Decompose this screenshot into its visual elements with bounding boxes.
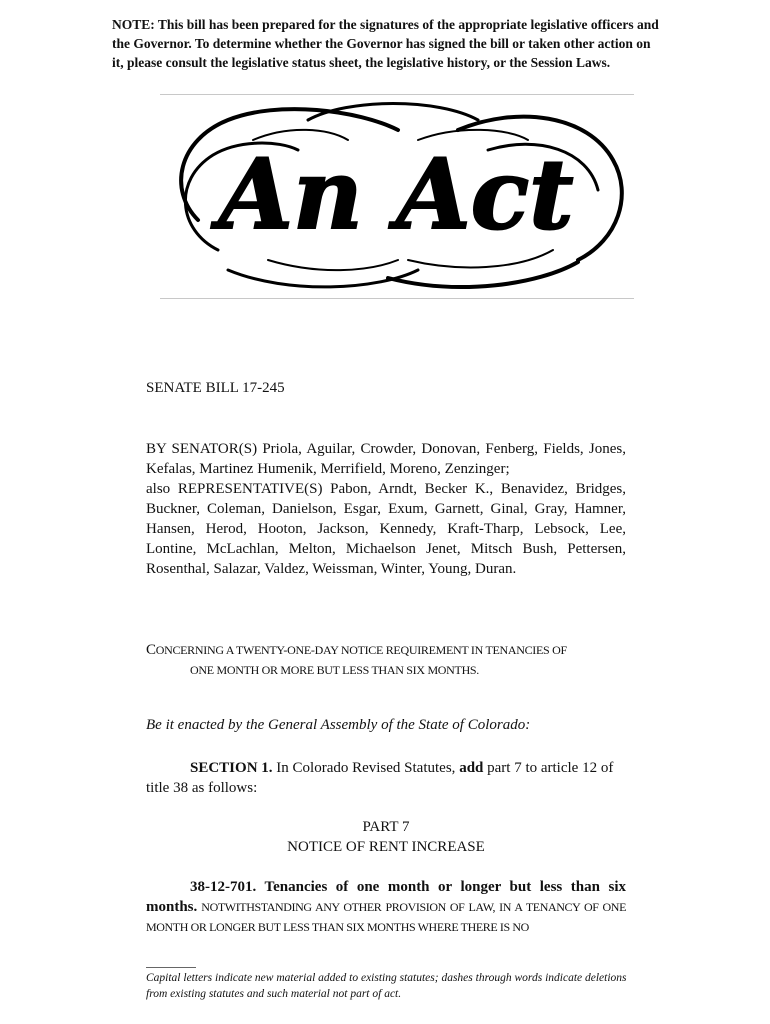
house-sponsors: also REPRESENTATIVE(S) Pabon, Arndt, Becker K., Benavidez, Bridges, Buckner, Coleman, Danielson, Esgar, Exum, Garnett, Ginal, Gray, Hamner, Hansen, Herod, Hooton, Jackson, Kennedy, Kraft-Tharp, Lebsock, Lee, Lontine, McLachlan, Melton, Michaelson Jenet, Mitsch Bush, Pettersen, Rosenthal, Salazar, Valdez, Weissman, Winter, Young, Duran. (146, 481, 626, 577)
title-line-1: ONCERNING A TWENTY-ONE-DAY NOTICE REQUIREMENT IN TENANCIES OF (155, 643, 567, 657)
footer-note: Capital letters indicate new material added to existing statutes; dashes through words indicate deletions from existing statutes and such material not part of act. (146, 972, 627, 1000)
section-1-label: SECTION 1. (190, 760, 273, 776)
emblem-text: An Act (218, 138, 574, 251)
title-line-2: ONE MONTH OR MORE BUT LESS THAN SIX MONTHS. (190, 663, 480, 677)
enacting-clause: Be it enacted by the General Assembly of the State of Colorado: (146, 717, 531, 733)
bill-title (146, 640, 626, 680)
section-701-body: NOTWITHSTANDING ANY OTHER PROVISION OF LAW, IN A TENANCY OF ONE MONTH OR LONGER BUT LESS THAN SIX MONTHS WHERE THERE IS NO (146, 900, 626, 934)
signature-note: NOTE: This bill has been prepared for the signatures of the appropriate legislative officers and the Governor. To determine whether the Governor has signed the bill or taken other action on it, please consult the legislative status sheet, the legislative history, or the Session Laws. (112, 17, 659, 70)
section-1-text-a: In Colorado Revised Statutes, (272, 760, 460, 776)
an-act-emblem (158, 100, 634, 294)
section-1 (146, 758, 626, 798)
title-initial: C (146, 642, 156, 658)
sponsors (146, 439, 626, 579)
part-title: NOTICE OF RENT INCREASE (287, 839, 485, 855)
section-701-heading: 38-12-701. Tenancies of one month or longer but less than six months. (146, 879, 626, 915)
part-heading (146, 817, 626, 857)
emblem-top-rule (160, 94, 634, 95)
part-number: PART 7 (362, 819, 410, 835)
senate-sponsors: BY SENATOR(S) Priola, Aguilar, Crowder, Donovan, Fenberg, Fields, Jones, Kefalas, Martinez Humenik, Merrifield, Moreno, Zenzinger; (146, 441, 626, 477)
section-1-text-b: part 7 to article 12 of title 38 as follows: (146, 760, 614, 796)
footer-rule (146, 967, 196, 968)
add-keyword: add (459, 760, 484, 776)
section-38-12-701 (146, 877, 626, 937)
emblem-bottom-rule (160, 298, 634, 299)
bill-number: SENATE BILL 17-245 (146, 380, 285, 396)
